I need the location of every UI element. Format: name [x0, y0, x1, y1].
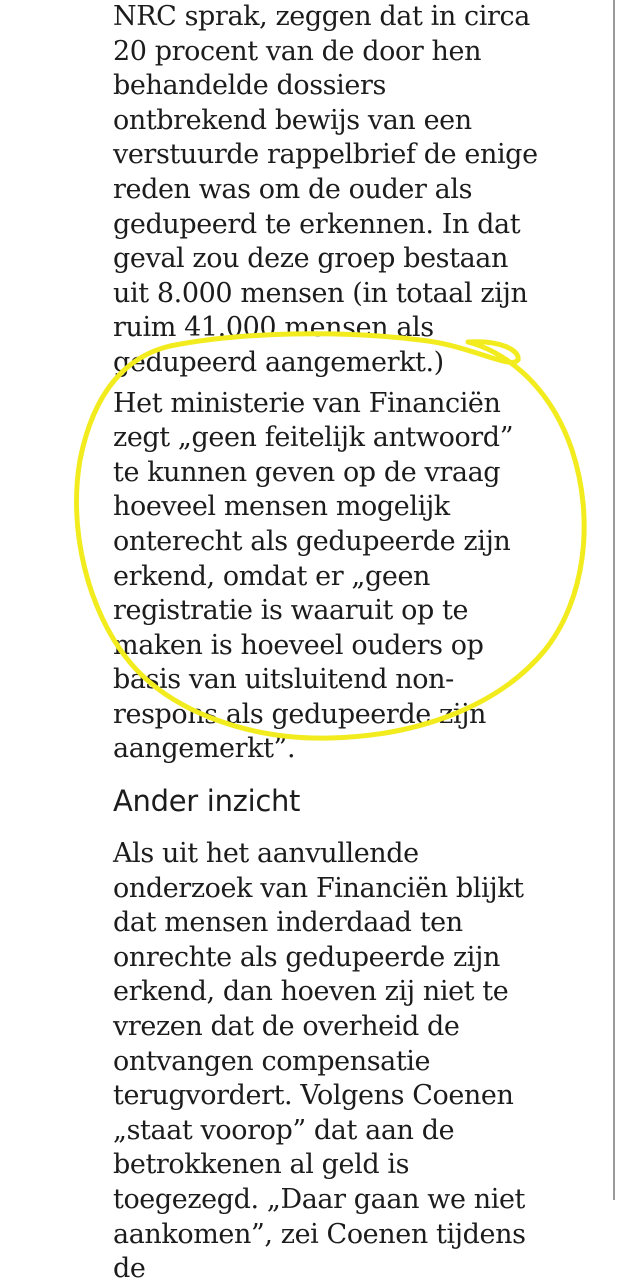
text-line: registratie is waaruit op te: [113, 595, 469, 627]
text-line: respons als gedupeerde zijn: [113, 698, 487, 730]
text-line: zegt „geen feitelijk antwoord”: [113, 422, 514, 454]
text-line: toegezegd. „Daar gaan we niet: [113, 1184, 525, 1215]
text-line: erkend, omdat er „geen: [113, 560, 431, 592]
text-line: 20 procent van de door hen: [113, 35, 482, 67]
text-line: geval zou deze groep bestaan: [113, 243, 508, 275]
text-line: onterecht als gedupeerde zijn: [113, 525, 511, 557]
text-line: onderzoek van Financiën blijkt: [113, 872, 524, 904]
text-line: behandelde dossiers: [113, 70, 386, 102]
paragraph-1: [113, 0, 538, 381]
text-line: „staat voorop” dat aan de: [113, 1114, 455, 1146]
text-line: aangemerkt”.: [113, 733, 296, 765]
text-line: Als uit het aanvullende: [113, 838, 419, 870]
text-line: de: [113, 1253, 146, 1285]
text-line: ontvangen compensatie: [113, 1045, 431, 1077]
text-line: terugvordert. Volgens Coenen: [113, 1080, 514, 1112]
text-line: te kunnen geven op de vraag: [113, 456, 501, 488]
page-edge-divider: [613, 0, 615, 1200]
text-line: gedupeerd aangemerkt.): [113, 346, 444, 378]
text-line: onrechte als gedupeerde zijn: [113, 941, 500, 973]
text-line: aankomen”, zei Coenen tijdens: [113, 1218, 526, 1250]
text-line: vrezen dat de overheid de: [113, 1011, 460, 1043]
text-line: reden was om de ouder als: [113, 173, 473, 205]
paragraph-3: [113, 837, 533, 1287]
text-line: betrokkenen al geld is: [113, 1149, 410, 1181]
article-body: [113, 0, 538, 1287]
text-line: basis van uitsluitend non-: [113, 664, 454, 696]
text-line: ruim 41.000 mensen als: [113, 312, 434, 344]
text-line: gedupeerd te erkennen. In dat: [113, 208, 521, 240]
text-line: hoeveel mensen mogelijk: [113, 491, 450, 523]
text-line: ontbrekend bewijs van een: [113, 104, 472, 136]
text-line: dat mensen inderdaad ten: [113, 907, 463, 939]
text-line: erkend, dan hoeven zij niet te: [113, 976, 509, 1008]
text-line: Het ministerie van Financiën: [113, 387, 501, 419]
text-line: uit 8.000 mensen (in totaal zijn: [113, 277, 528, 309]
text-line: maken is hoeveel ouders op: [113, 629, 484, 661]
section-heading: Ander inzicht: [113, 784, 301, 819]
text-line: verstuurde rappelbrief de enige: [113, 139, 538, 171]
text-line: NRC sprak, zeggen dat in circa: [113, 1, 530, 32]
paragraph-2-highlighted: [113, 387, 533, 768]
